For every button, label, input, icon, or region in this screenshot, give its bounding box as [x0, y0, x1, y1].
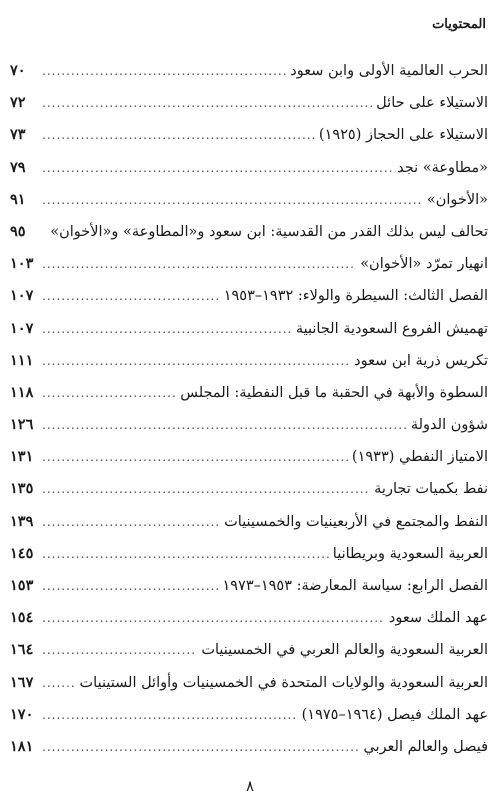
- toc-entry-title: «الأخوان»: [426, 191, 488, 208]
- toc-entry: [10, 126, 488, 158]
- toc-entry-page: ٩١: [10, 190, 26, 208]
- toc-entry: [10, 384, 488, 416]
- dot-leader: [42, 257, 356, 271]
- toc-entry-title: الحرب العالمية الأولى وابن سعود: [290, 63, 488, 79]
- toc-entry-title: شؤون الدولة: [410, 417, 488, 434]
- toc-entry-title: العربية السعودية والولايات المتحدة في الخمسينيات وأوائل الستينيات: [79, 674, 488, 691]
- toc-entry-page: ١٣٥: [10, 480, 34, 498]
- table-of-contents: [10, 62, 488, 770]
- toc-entry: [10, 159, 488, 191]
- toc-entry-page: ١٥٣: [10, 577, 34, 594]
- dot-leader: [42, 676, 76, 690]
- page-number: ٨: [245, 777, 255, 795]
- toc-entry-page: ١٦٤: [10, 641, 34, 659]
- dot-leader: [42, 161, 393, 175]
- toc-entry: [10, 674, 488, 706]
- toc-entry-title: تهميش الفروع السعودية الجانبية: [295, 320, 488, 337]
- dot-leader: [42, 64, 286, 78]
- toc-entry: [10, 480, 488, 512]
- toc-entry: [10, 191, 488, 223]
- toc-entry-page: ١٦٧: [10, 673, 34, 691]
- toc-entry: [10, 513, 488, 545]
- toc-entry-title: النفط والمجتمع في الأربعينيات والخمسينيات: [224, 513, 488, 530]
- toc-entry-page: ١٧٠: [10, 705, 34, 723]
- dot-leader: [42, 128, 315, 142]
- toc-entry: [10, 545, 488, 577]
- toc-entry-page: ١٣٩: [10, 512, 34, 530]
- toc-entry-title: الاستيلاء على حائل: [376, 95, 488, 112]
- dot-leader: [42, 289, 220, 303]
- toc-entry-title: انهيار تمرّد «الأخوان»: [360, 256, 488, 273]
- toc-entry: [10, 320, 488, 352]
- toc-entry-title: تكريس ذرية ابن سعود: [354, 352, 488, 369]
- toc-entry-title: نفط بكميات تجارية: [374, 481, 488, 498]
- toc-entry-title: الفصل الرابع: سياسة المعارضة: ١٩٥٣–١٩٧٣: [222, 578, 488, 594]
- toc-entry: [10, 223, 488, 255]
- dot-leader: [42, 611, 385, 625]
- toc-entry-title: تحالف ليس بذلك القدر من القدسية: ابن سعود و«المطاوعة» و«الأخوان»: [50, 223, 488, 240]
- toc-entry: [10, 94, 488, 126]
- toc-entry: [10, 738, 488, 770]
- toc-entry: [10, 448, 488, 480]
- toc-entry-title: الاستيلاء على الحجاز (١٩٢٥): [318, 127, 488, 144]
- dot-leader: [42, 579, 218, 593]
- toc-entry-page: ٧٠: [10, 62, 26, 79]
- toc-entry: [10, 416, 488, 448]
- dot-leader: [42, 418, 407, 432]
- toc-entry-page: ١١١: [10, 351, 34, 369]
- toc-entry-page: ٧٩: [10, 158, 26, 176]
- dot-leader: [42, 547, 329, 561]
- toc-entry-page: ٩٥: [10, 222, 26, 240]
- toc-entry-title: السطوة والأبهة في الحقبة ما قبل النفطية: المجلس: [180, 384, 488, 401]
- dot-leader: [42, 322, 292, 336]
- toc-chapter-entry: [10, 287, 488, 319]
- toc-entry: [10, 62, 488, 94]
- toc-entry-page: ١٥٤: [10, 609, 34, 627]
- toc-entry-title: الامتياز النفطي (١٩٣٣): [351, 449, 488, 466]
- toc-entry-page: ١٤٥: [10, 544, 34, 562]
- toc-entry: [10, 609, 488, 641]
- dot-leader: [42, 515, 220, 529]
- toc-entry: [10, 706, 488, 738]
- toc-entry: [10, 352, 488, 384]
- dot-leader: [42, 708, 298, 722]
- toc-entry-page: ١٠٣: [10, 255, 34, 273]
- toc-entry-title: الفصل الثالث: السيطرة والولاء: ١٩٣٢–١٩٥٣: [223, 288, 488, 305]
- toc-entry-title: العربية السعودية والعالم العربي في الخمسينيات: [201, 642, 488, 659]
- toc-entry-page: ١٨١: [10, 737, 34, 755]
- dot-leader: [42, 450, 348, 464]
- toc-entry-page: ١١٨: [10, 383, 34, 401]
- toc-entry: [10, 255, 488, 287]
- running-head: المحتويات: [432, 17, 486, 32]
- toc-entry-title: عهد الملك فيصل (١٩٦٤–١٩٧٥): [301, 706, 488, 723]
- toc-entry-title: «مطاوعة» نجد: [397, 159, 488, 176]
- toc-entry-title: العربية السعودية وبريطانيا: [332, 545, 488, 562]
- dot-leader: [42, 643, 197, 657]
- toc-chapter-entry: [10, 577, 488, 609]
- toc-entry: [10, 641, 488, 673]
- toc-entry-page: ١٠٧: [10, 287, 34, 305]
- toc-entry-title: عهد الملك سعود: [388, 610, 488, 627]
- dot-leader: [42, 740, 359, 754]
- dot-leader: [42, 354, 350, 368]
- dot-leader: [42, 482, 370, 496]
- dot-leader: [42, 96, 372, 110]
- dot-leader: [42, 193, 423, 207]
- toc-entry-page: ١٢٦: [10, 416, 34, 434]
- toc-entry-page: ٧٢: [10, 94, 26, 112]
- dot-leader: [42, 386, 176, 400]
- toc-entry-page: ١٠٧: [10, 319, 34, 337]
- toc-entry-page: ٧٣: [10, 126, 26, 144]
- toc-entry-page: ١٣١: [10, 448, 34, 466]
- toc-entry-title: فيصل والعالم العربي: [363, 738, 488, 755]
